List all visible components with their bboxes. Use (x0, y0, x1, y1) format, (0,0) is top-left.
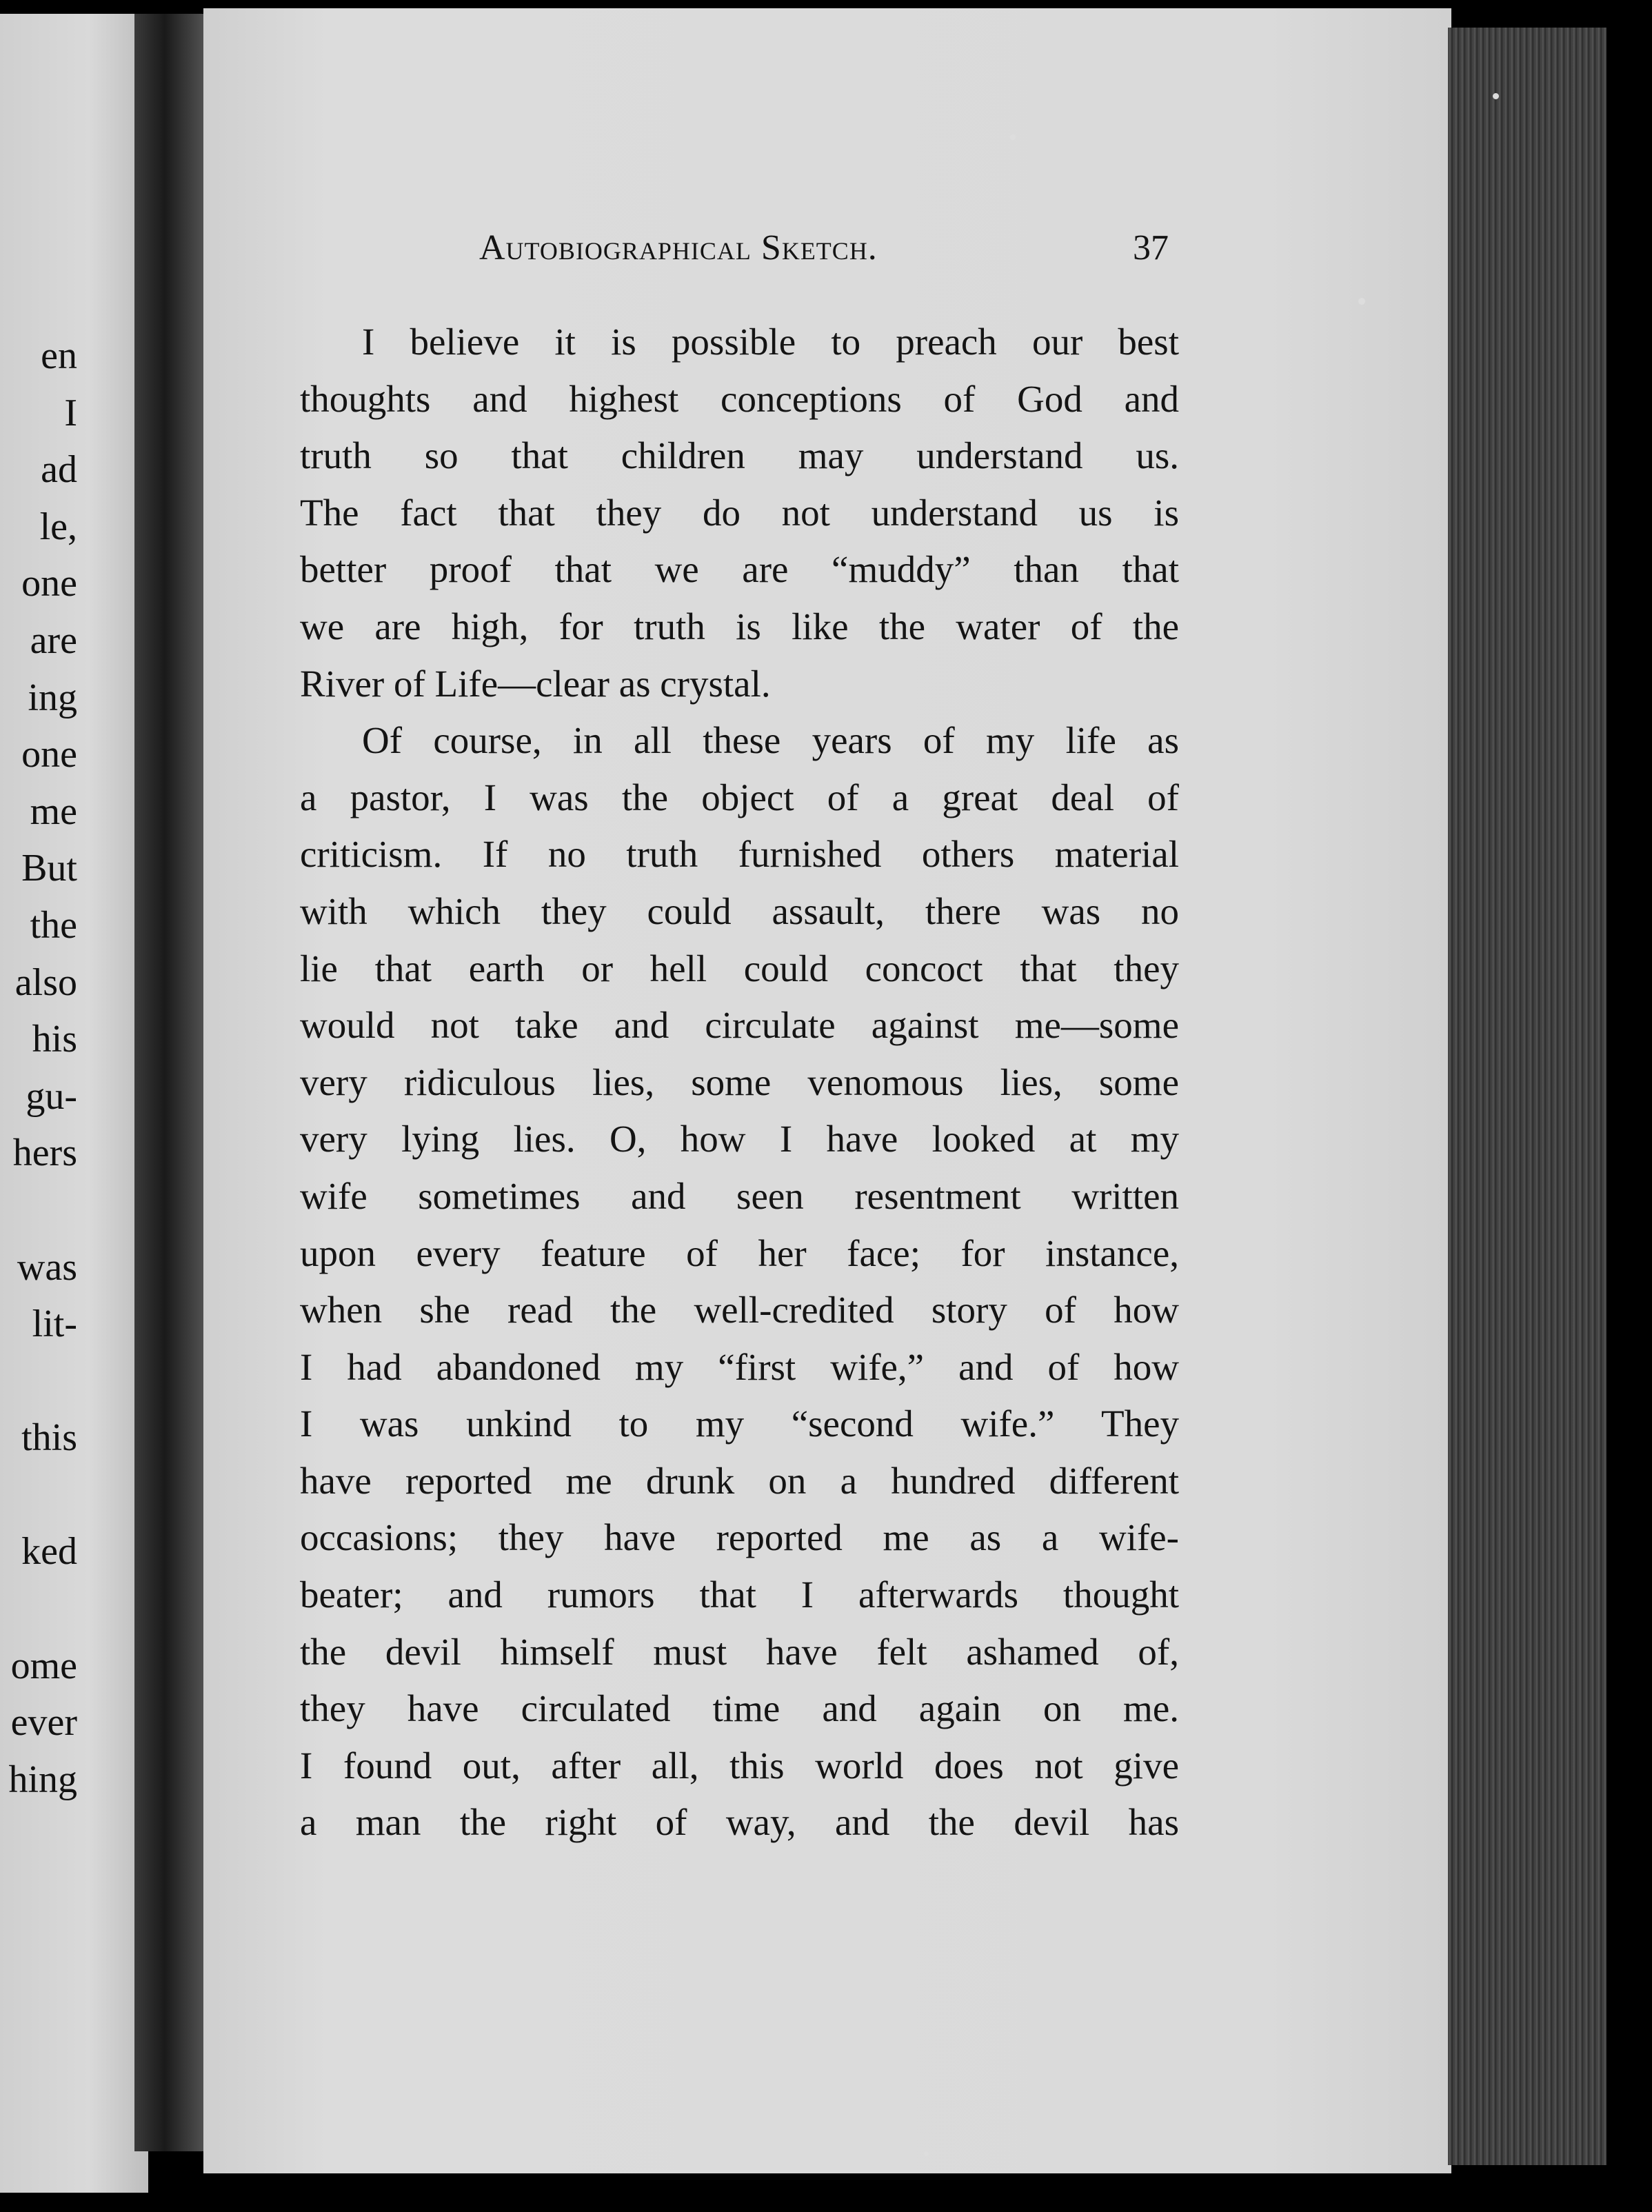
left-fragment: I (64, 391, 77, 434)
left-fragment: gu- (26, 1074, 77, 1118)
running-header (479, 228, 1169, 294)
left-fragment (0, 1182, 83, 1239)
text-line: very ridiculous lies, some venomous lies, some (300, 1060, 1179, 1103)
text-line: would not take and circulate against me—some (300, 1004, 1179, 1047)
text-line: I believe it is possible to preach our best (362, 321, 1179, 363)
text-line: upon every feature of her face; for instance, (300, 1231, 1179, 1274)
left-fragment: le, (39, 505, 77, 548)
text-line: we are high, for truth is like the water of the (300, 605, 1179, 647)
left-fragment: one (21, 733, 77, 776)
left-page-text-fragments (0, 328, 83, 1808)
left-fragment (0, 1353, 83, 1410)
left-fragment: lit- (32, 1303, 77, 1346)
text-line: beater; and rumors that I afterwards thought (300, 1573, 1179, 1616)
text-line: better proof that we are “muddy” than that (300, 548, 1179, 591)
text-line: The fact that they do not understand us is (300, 491, 1179, 534)
page-number: 37 (1133, 228, 1169, 268)
text-line: I had abandoned my “first wife,” and of how (300, 1345, 1179, 1388)
left-fragment: was (17, 1245, 77, 1289)
text-line: occasions; they have reported me as a wife- (300, 1516, 1179, 1559)
scan-speck (924, 2151, 929, 2156)
text-line: a pastor, I was the object of a great deal of (300, 776, 1179, 818)
left-fragment: ever (10, 1701, 77, 1745)
body-text (300, 314, 1179, 1851)
left-fragment: hing (8, 1758, 77, 1801)
text-line: I found out, after all, this world does not give (300, 1744, 1179, 1787)
left-fragment: the (30, 903, 77, 947)
page-edge-stack (1448, 28, 1606, 2165)
text-line: wife sometimes and seen resentment written (300, 1174, 1179, 1217)
text-line: Of course, in all these years of my life as (362, 719, 1179, 762)
text-line: criticism. If no truth furnished others material (300, 833, 1179, 876)
scan-speck (1493, 93, 1499, 99)
book-gutter (134, 14, 210, 2151)
left-fragment: hers (12, 1132, 77, 1175)
text-line: a man the right of way, and the devil has (300, 1801, 1179, 1844)
left-fragment: this (21, 1416, 77, 1460)
text-line: they have circulated time and again on me. (300, 1687, 1179, 1730)
left-fragment: also (14, 961, 77, 1004)
left-page (0, 14, 148, 2193)
left-fragment (0, 1580, 83, 1638)
text-line: with which they could assault, there was no (300, 889, 1179, 932)
text-line: lie that earth or hell could concoct that they (300, 947, 1179, 989)
left-fragment (0, 1467, 83, 1524)
text-line: very lying lies. O, how I have looked at my (300, 1118, 1179, 1160)
left-fragment: en (41, 334, 77, 377)
left-fragment: ome (10, 1644, 77, 1687)
text-line: truth so that children may understand us. (300, 434, 1179, 477)
left-fragment: ing (28, 676, 77, 719)
text-line: the devil himself must have felt ashamed of, (300, 1630, 1179, 1673)
text-line: thoughts and highest conceptions of God and (300, 377, 1179, 420)
left-fragment: one (21, 562, 77, 605)
left-fragment: But (21, 847, 77, 890)
text-line: I was unkind to my “second wife.” They (300, 1402, 1179, 1445)
left-fragment: ad (41, 448, 77, 492)
running-title: Autobiographical Sketch. (479, 228, 878, 268)
left-fragment: his (32, 1018, 77, 1061)
scan-speck (1358, 298, 1365, 305)
scan-speck (1010, 134, 1016, 140)
left-fragment: are (30, 619, 77, 662)
text-line: have reported me drunk on a hundred different (300, 1459, 1179, 1502)
left-fragment: ked (21, 1530, 77, 1573)
text-line: when she read the well-credited story of how (300, 1289, 1179, 1331)
left-fragment: me (30, 790, 77, 833)
text-line: River of Life—clear as crystal. (300, 662, 771, 705)
